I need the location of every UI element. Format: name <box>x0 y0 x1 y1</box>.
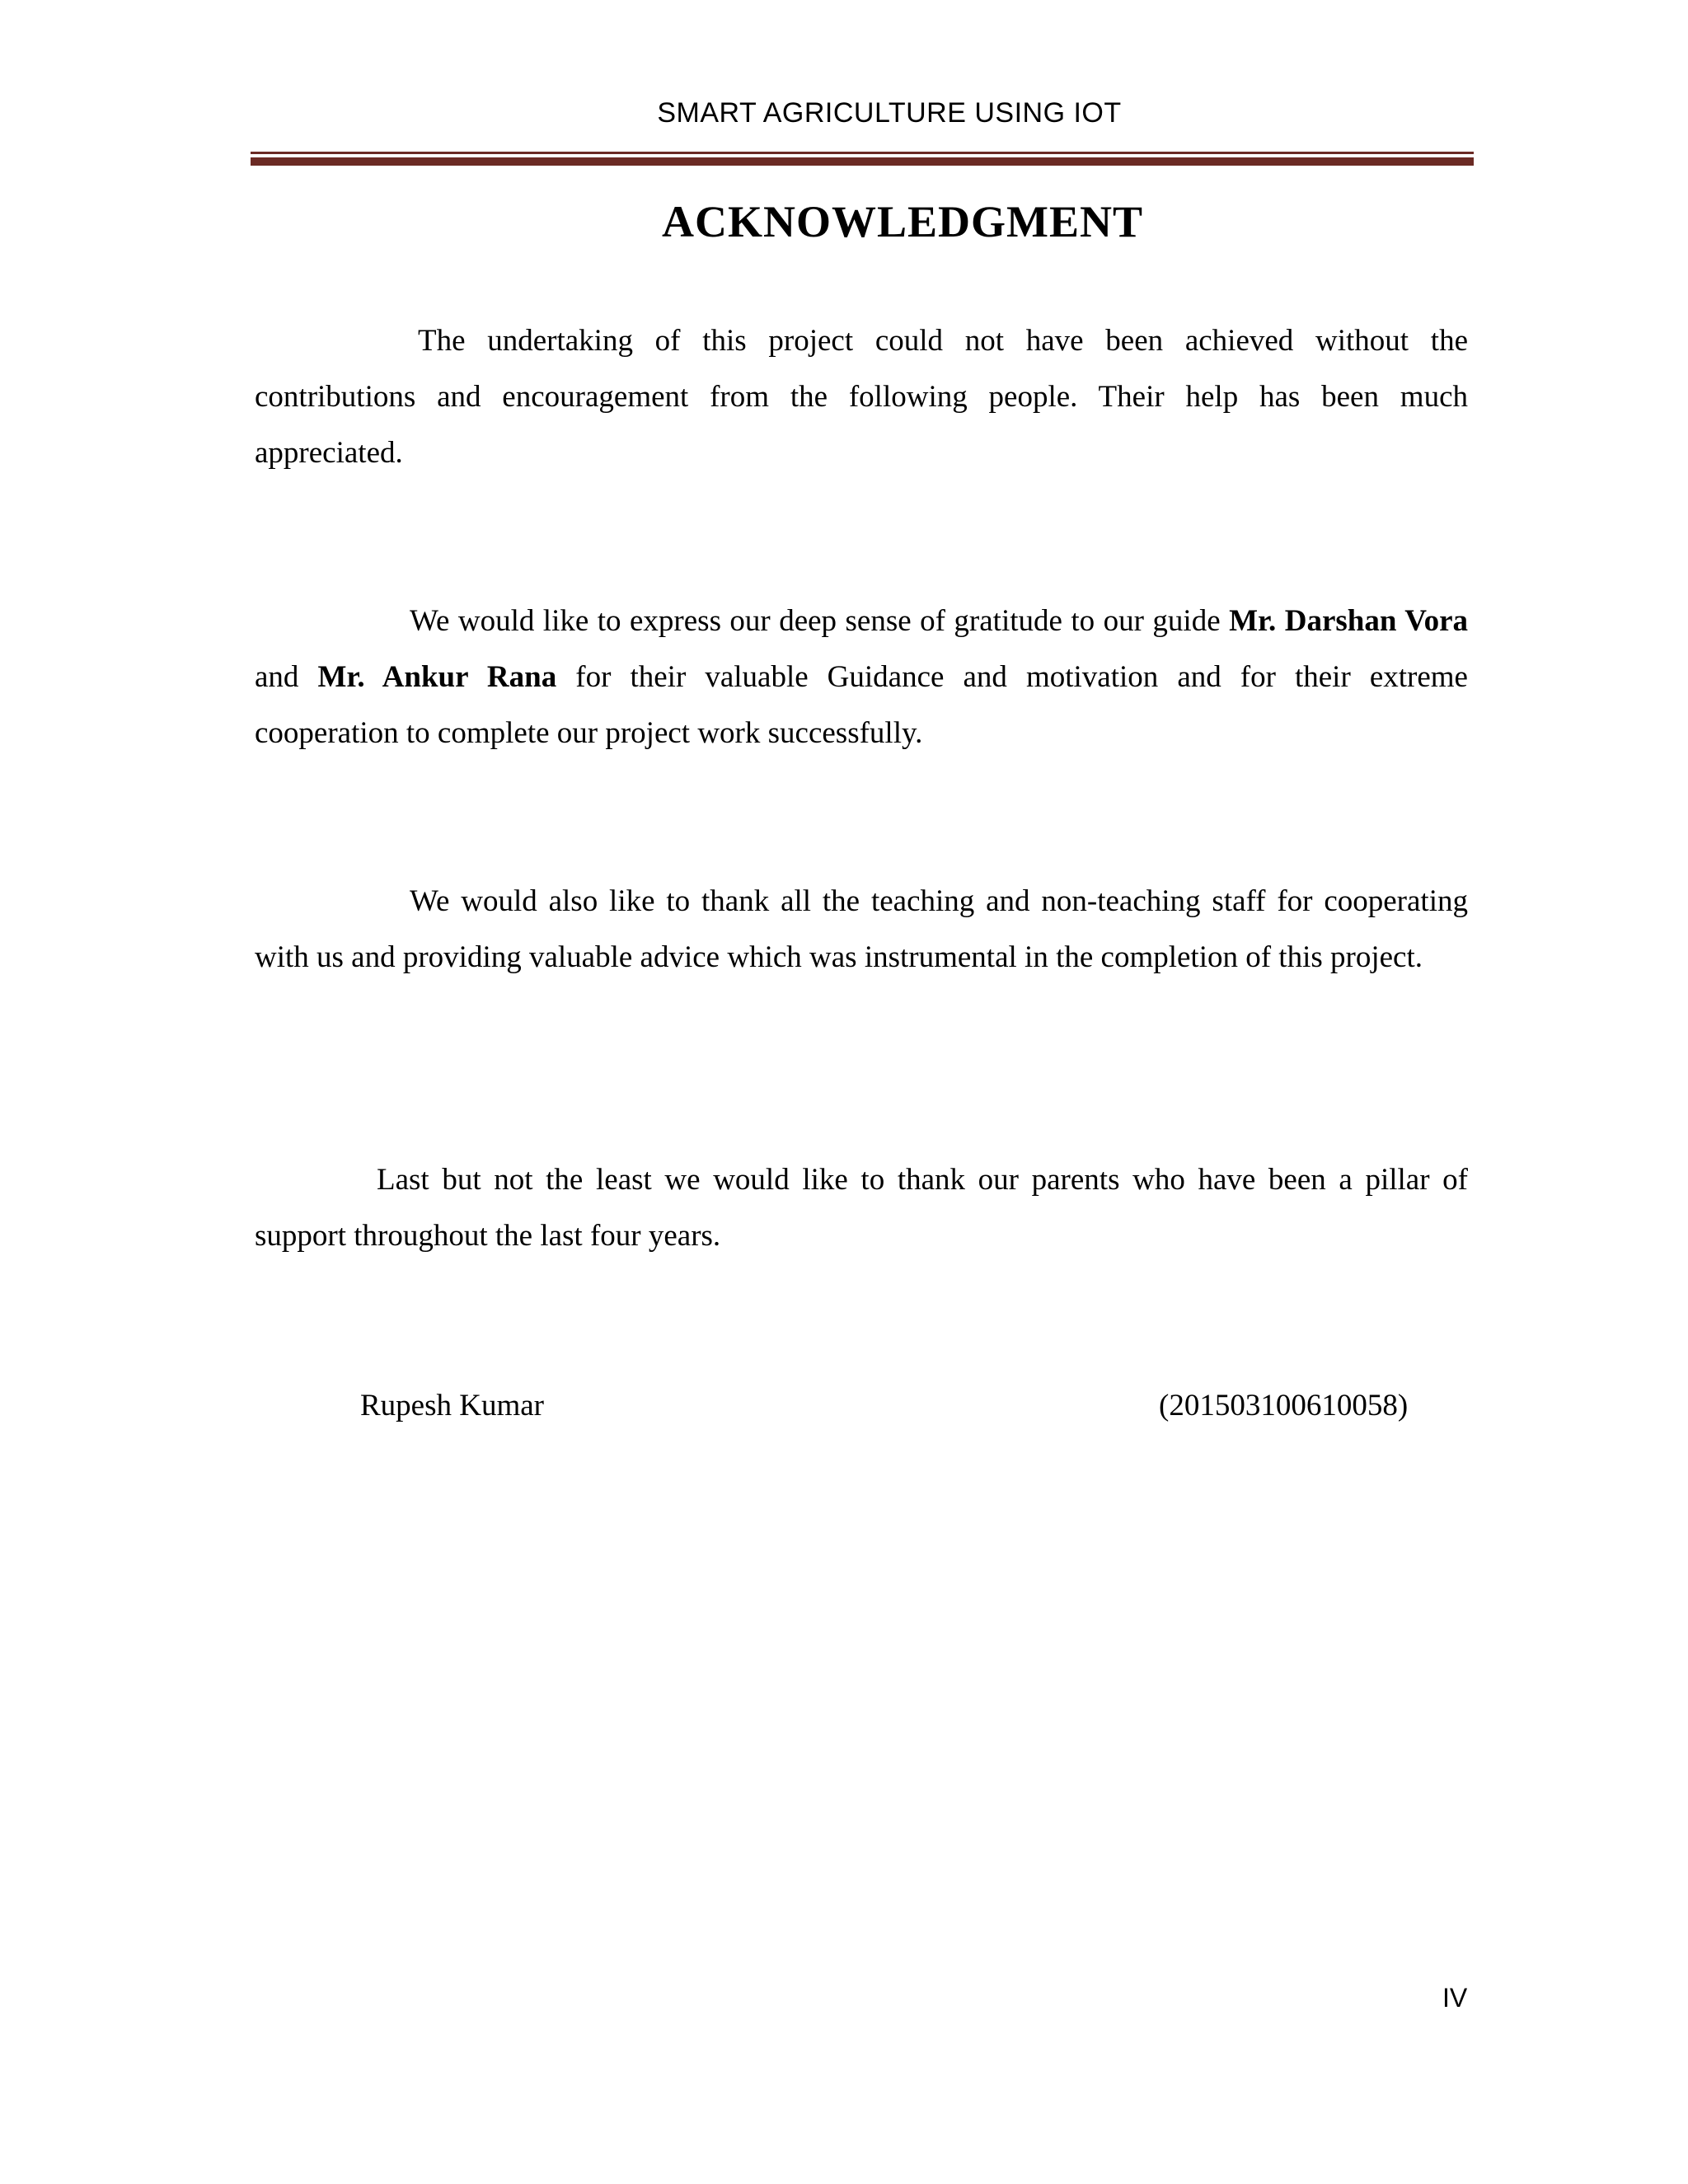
paragraph-staff <box>255 874 1468 986</box>
signer-enrollment-number: (201503100610058) <box>1159 1389 1409 1422</box>
page-title: ACKNOWLEDGMENT <box>661 197 1144 246</box>
page-number: IV <box>1442 1983 1468 2013</box>
paragraph-staff-text: We would also like to thank all the teaching and non-teaching staff for cooperating with us and providing valuable advice which was instrumental in the completion of this project. <box>255 884 1468 974</box>
paragraph-guides-before: We would like to express our deep sense of gratitude to our guide <box>410 604 1230 638</box>
paragraph-guides-middle: and <box>255 660 318 694</box>
paragraph-parents-text: Last but not the least we would like to thank our parents who have been a pillar of support throughout the last four years. <box>255 1163 1468 1253</box>
paragraph-parents <box>255 1152 1468 1264</box>
running-header: SMART AGRICULTURE USING IOT <box>657 97 1122 129</box>
header-rule-thick <box>251 157 1474 166</box>
guide-name-2: Mr. Ankur Rana <box>317 660 557 694</box>
guide-name-1: Mr. Darshan Vora <box>1229 604 1468 638</box>
paragraph-intro-text: The undertaking of this project could not have been achieved without the contributions and encouragement from the following people. Their help has been much appreciated. <box>255 324 1468 470</box>
signer-name: Rupesh Kumar <box>360 1389 544 1422</box>
header-rule-thin <box>251 152 1474 154</box>
paragraph-guides-after: for their valuable Guidance and motivation and for their extreme cooperation to complete our project work successfully. <box>255 660 1468 750</box>
paragraph-intro <box>255 313 1468 481</box>
paragraph-guides <box>255 593 1468 762</box>
